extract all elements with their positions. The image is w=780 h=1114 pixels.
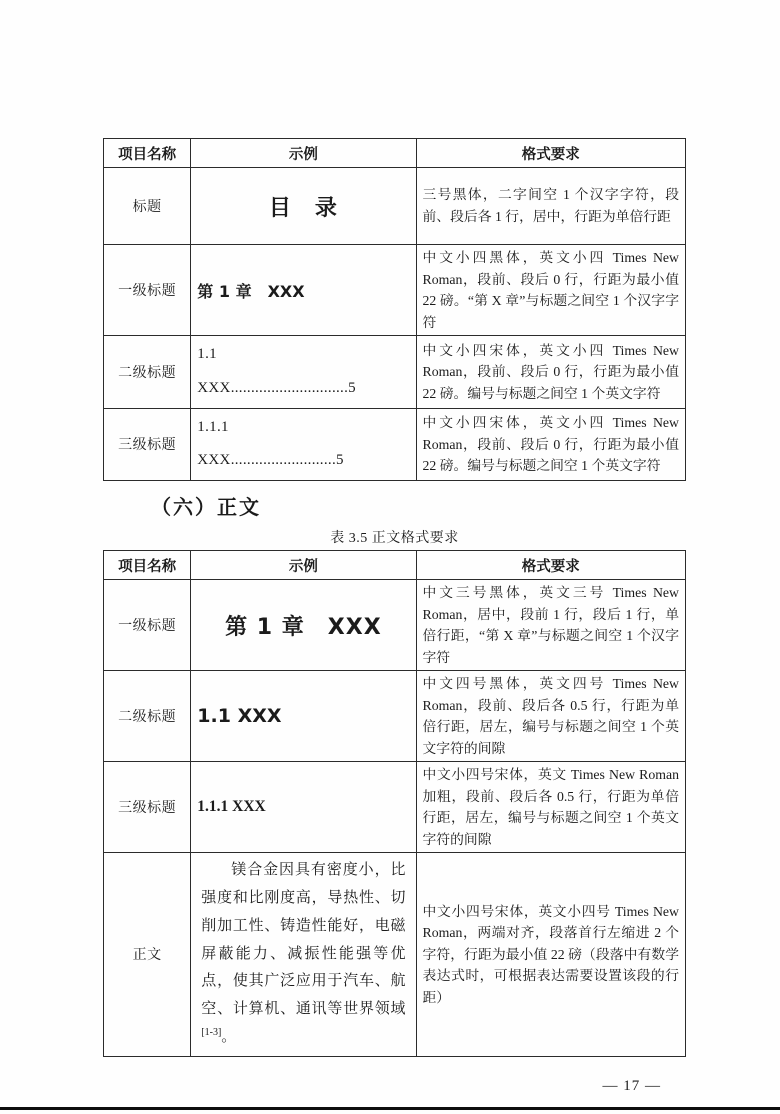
page-content [103,138,686,1095]
example-cell [191,671,416,762]
item-name-cell: 三级标题 [104,408,191,481]
table-header-row [104,551,686,580]
example-subsection-heading: 1.1.1 XXX [197,798,266,816]
section-heading: （六）正文 [151,497,261,520]
table-row-heading1 [104,580,686,671]
example-cell [191,580,416,671]
table-row-heading3 [104,762,686,853]
body-paragraph-text: 镁合金因具有密度小，比强度和比刚度高，导热性、切削加工性、铸造性能好，电磁屏蔽能力、减振性能强等优点，使其广泛应用于汽车、航空、计算机、通讯等世界领域 [201,862,406,1017]
table-row-body-text [104,853,686,1056]
toc-entry-number: 1.1 [197,346,217,363]
page-number: — 17 — [602,1077,661,1094]
example-cell [191,168,416,245]
requirement-cell: 中文四号黑体，英文四号 Times New Roman，段前、段后各 0.5 行，行距为单倍行距，居左，编号与标题之间空 1 个英文字符的间隙 [416,671,685,762]
example-toc-title: 目 录 [268,195,338,221]
item-name-cell: 二级标题 [104,671,191,762]
table-row-heading1 [104,245,686,336]
citation-superscript: [1-3] [201,1026,222,1038]
column-header-example: 示例 [191,551,416,580]
example-section-heading: 1.1 XXX [197,705,282,728]
example-cell [191,762,416,853]
table-header-row [104,139,686,168]
toc-entry-leader: XXX.............................5 [197,379,356,396]
table-row-title [104,168,686,245]
body-paragraph-period: 。 [221,1028,237,1045]
example-cell [191,853,416,1056]
example-cell [191,336,416,409]
column-header-item-name: 项目名称 [104,139,191,168]
example-chapter-heading: 第 1 章 XXX [225,614,382,640]
table-caption: 表 3.5 正文格式要求 [330,531,459,547]
requirement-cell: 中文小四号宋体，英文 Times New Roman 加粗，段前、段后各 0.5 行，行距为单倍行距，居左，编号与标题之间空 1 个英文字符的间隙 [416,762,685,853]
requirement-cell: 中文三号黑体，英文三号 Times New Roman，居中，段前 1 行，段后 1 行，单倍行距，“第 X 章”与标题之间空 1 个汉字字符 [416,580,685,671]
item-name-cell: 一级标题 [104,580,191,671]
requirement-cell: 中文小四号宋体，英文小四号 Times New Roman，两端对齐，段落首行左缩进 2 个字符，行距为最小值 22 磅（段落中有数学表达式时，可根据表达需要设置该段的行距） [416,853,685,1056]
table-row-heading2 [104,671,686,762]
requirement-cell: 三号黑体，二字间空 1 个汉字字符，段前、段后各 1 行，居中，行距为单倍行距 [416,168,685,245]
example-cell [191,408,416,481]
column-header-example: 示例 [191,139,416,168]
item-name-cell: 三级标题 [104,762,191,853]
example-body-paragraph [197,855,409,1053]
footer-rule [0,1107,780,1110]
example-chapter-heading: 第 1 章 XXX [197,281,305,301]
heading-format-table [103,138,686,481]
example-toc-entry [197,338,409,406]
item-name-cell: 二级标题 [104,336,191,409]
requirement-cell: 中文小四宋体，英文小四 Times New Roman，段前、段后 0 行，行距为最小值 22 磅。编号与标题之间空 1 个英文字符 [416,408,685,481]
table-row-heading2 [104,336,686,409]
column-header-format-req: 格式要求 [416,551,685,580]
toc-entry-number: 1.1.1 [197,418,229,435]
item-name-cell: 正文 [104,853,191,1056]
body-format-table [103,550,686,1056]
example-toc-entry [197,411,409,479]
table-row-heading3 [104,408,686,481]
requirement-cell: 中文小四宋体，英文小四 Times New Roman，段前、段后 0 行，行距为最小值 22 磅。编号与标题之间空 1 个英文字符 [416,336,685,409]
item-name-cell: 标题 [104,168,191,245]
toc-entry-leader: XXX..........................5 [197,452,344,469]
column-header-item-name: 项目名称 [104,551,191,580]
column-header-format-req: 格式要求 [416,139,685,168]
example-cell [191,245,416,336]
item-name-cell: 一级标题 [104,245,191,336]
requirement-cell: 中文小四黑体，英文小四 Times New Roman，段前、段后 0 行，行距为最小值 22 磅。“第 X 章”与标题之间空 1 个汉字字符 [416,245,685,336]
